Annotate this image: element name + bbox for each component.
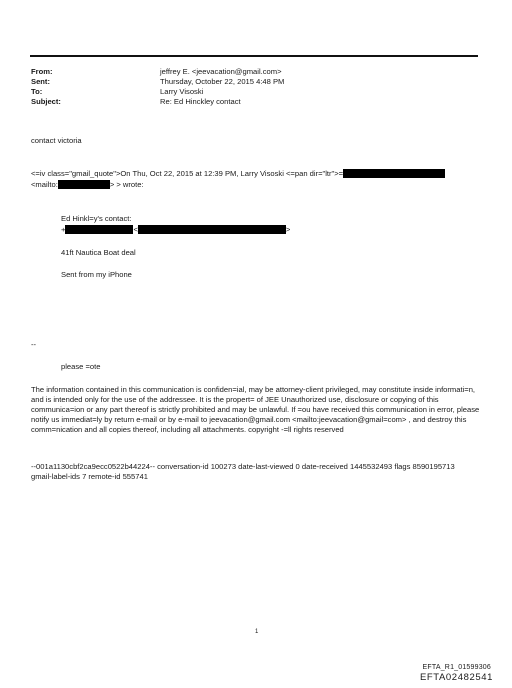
redaction-block — [343, 169, 445, 178]
header-rule — [30, 55, 478, 57]
to-label: To: — [31, 87, 43, 96]
sent-from-signature: Sent from my iPhone — [61, 270, 132, 279]
from-value: jeffrey E. <jeevacation@gmail.com> — [160, 67, 282, 76]
phone-plus: + — [61, 225, 66, 234]
to-value: Larry Visoski — [160, 87, 204, 96]
mailto-suffix: > > wrote: — [109, 180, 144, 189]
phone-lt: < — [133, 225, 138, 234]
email-header — [31, 67, 471, 107]
subject-label: Subject: — [31, 97, 61, 106]
signature-dashes: -- — [31, 340, 37, 349]
mailto-prefix: <mailto: — [31, 180, 58, 189]
subject-row — [31, 97, 471, 107]
page-number: 1 — [255, 629, 259, 635]
bates-number-large: EFTA02482541 — [419, 672, 493, 683]
phone-gt: > — [285, 225, 291, 234]
quote-line — [31, 169, 476, 179]
redaction-block — [65, 225, 133, 234]
from-label: From: — [31, 67, 53, 76]
sent-value: Thursday, October 22, 2015 4:48 PM — [160, 77, 285, 86]
from-row — [31, 67, 471, 77]
contact-heading: Ed Hinkl=y's contact: — [61, 214, 132, 223]
message-metadata: --001a1130cbf2ca9ecc0522b44224-- conversation-id 100273 date-last-viewed 0 date-received 1445532493 flags 8590195713 gmail-label-ids 7 remote-id 555741 — [31, 462, 455, 481]
sent-row — [31, 77, 471, 87]
sent-label: Sent: — [31, 77, 50, 86]
contact-phone-line — [61, 225, 506, 235]
boat-deal: 41ft Nautica Boat deal — [61, 248, 136, 257]
disclaimer: The information contained in this communication is confiden=ial, may be attorney-client privileged, may constitute inside informati=n, and is intended only for the use of the addressee. It is the propert= of JEE Unauthorized use, disclosure or copying of this communica=ion or any part thereof is strictly prohibited and may be unlawful. If =ou have received this communication in error, please notify us immediat=ly by return e-mail or by e-mail to jeevacation@gmail.com <mailto:jeevacation@gmail=com> , and destroy this comm=nication and all copies thereof, including all attachments. copyright -=ll rights reserved — [31, 385, 480, 434]
to-row — [31, 87, 471, 97]
mailto-line — [31, 180, 476, 190]
opening-line: contact victoria — [31, 136, 82, 145]
redaction-block — [138, 225, 286, 234]
bates-number-small: EFTA_R1_01599306 — [422, 664, 491, 671]
subject-value: Re: Ed Hinckley contact — [160, 97, 241, 106]
quote-prefix: <=iv class="gmail_quote">On Thu, Oct 22, 2015 at 12:39 PM, Larry Visoski <=pan dir="ltr">= — [31, 169, 344, 178]
redaction-block — [58, 180, 110, 189]
please-note: please =ote — [61, 362, 101, 371]
